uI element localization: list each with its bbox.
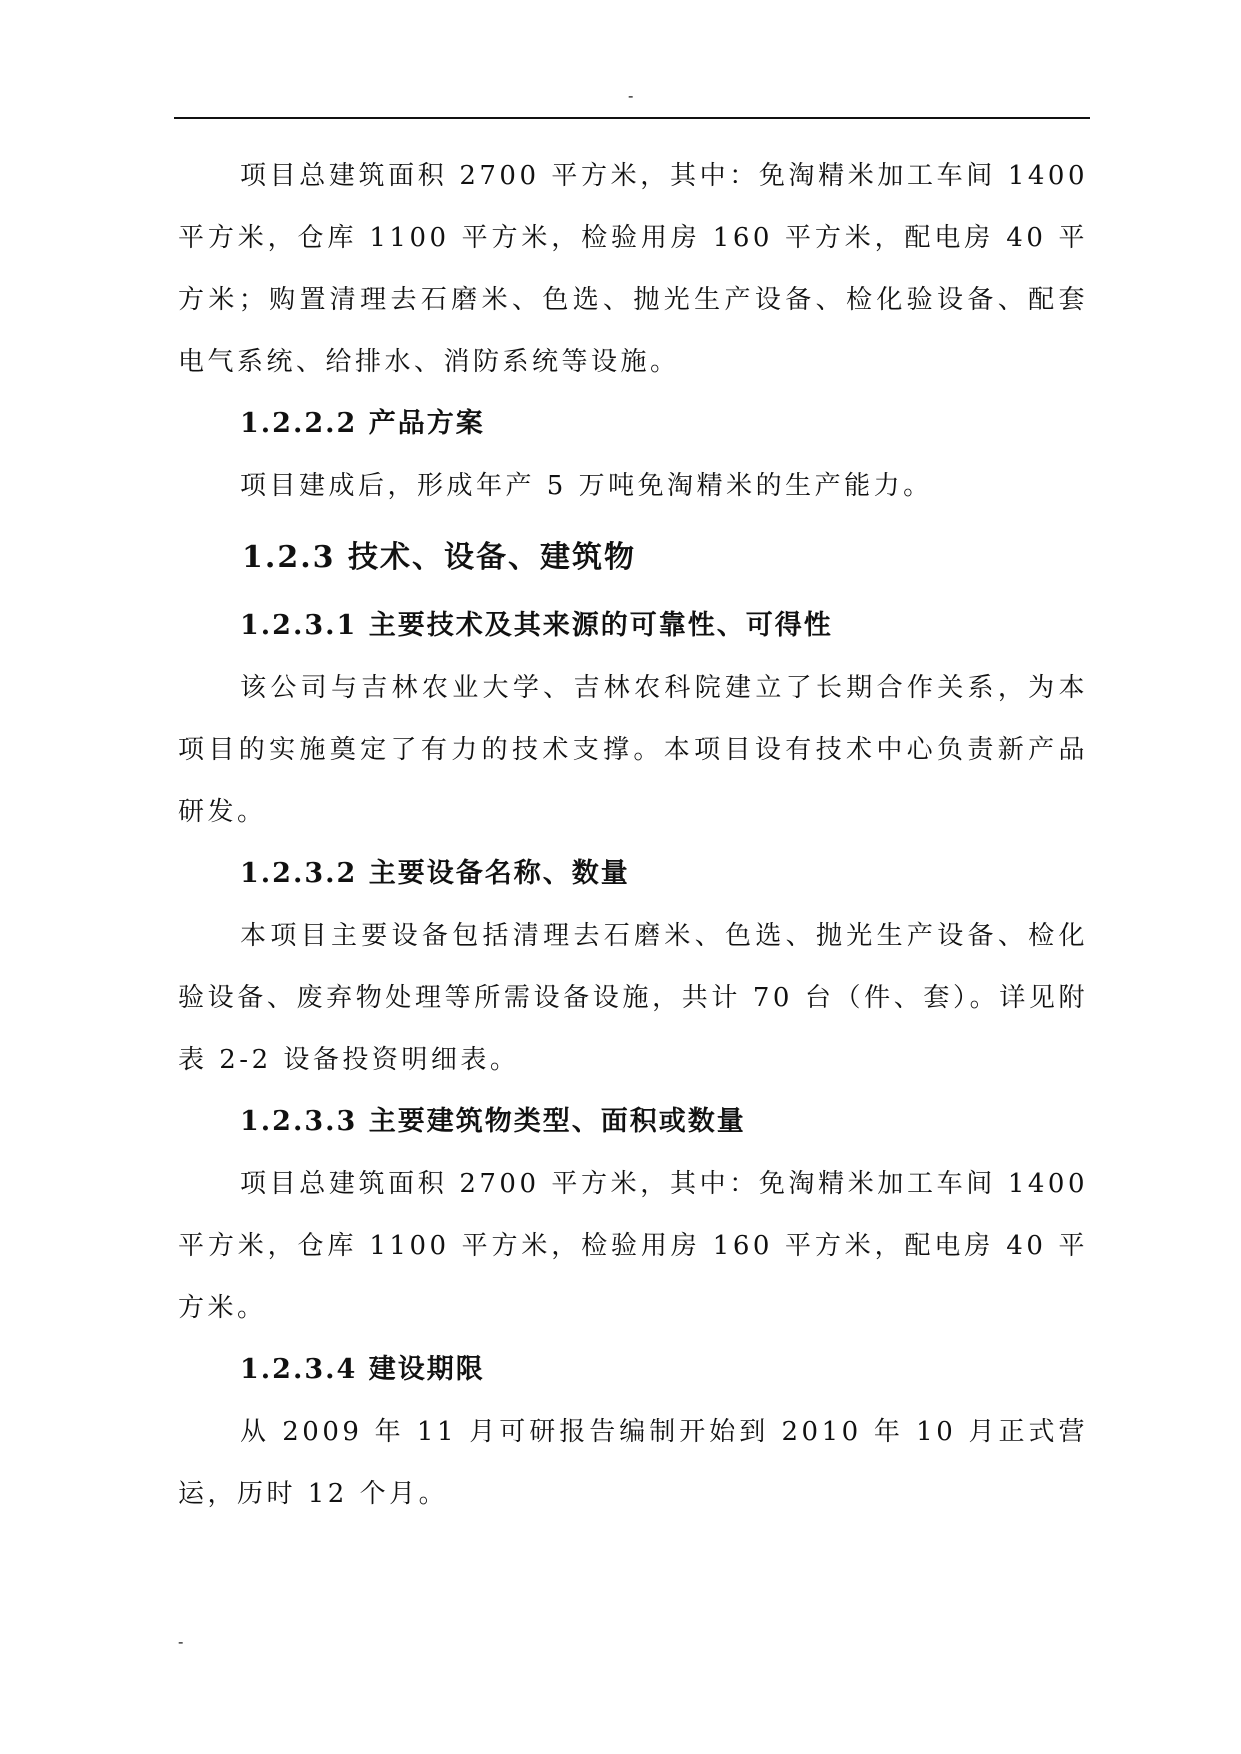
heading-1-2-3-1: 1.2.3.1 主要技术及其来源的可靠性、可得性 <box>240 610 833 641</box>
paragraph-building-area: 项目总建筑面积 2700 平方米，其中：免淘精米加工车间 1400 平方米，仓库 1100 平方米，检验用房 160 平方米，配电房 40 平方米；购置清理去石磨米、色选、抛光生产设备、检化验设备、配套电气系统、给排水、消防系统等设施。 <box>178 161 1088 377</box>
heading-1-2-3-2: 1.2.3.2 主要设备名称、数量 <box>240 858 630 889</box>
paragraph-equipment: 本项目主要设备包括清理去石磨米、色选、抛光生产设备、检化验设备、废弃物处理等所需设备设施，共计 70 台（件、套）。详见附表 2-2 设备投资明细表。 <box>178 921 1088 1075</box>
paragraph-construction-period: 从 2009 年 11 月可研报告编制开始到 2010 年 10 月正式营运，历时 12 个月。 <box>178 1417 1088 1509</box>
document-body <box>178 145 1088 1525</box>
heading-1-2-2-2: 1.2.2.2 产品方案 <box>240 408 485 439</box>
heading-1-2-3: 1.2.3 技术、设备、建筑物 <box>242 540 636 575</box>
header-mark: - <box>628 86 634 105</box>
paragraph-buildings: 项目总建筑面积 2700 平方米，其中：免淘精米加工车间 1400 平方米，仓库 1100 平方米，检验用房 160 平方米，配电房 40 平方米。 <box>178 1169 1088 1323</box>
header-rule <box>174 117 1090 119</box>
footer-mark: - <box>178 1632 184 1651</box>
paragraph-product-plan: 项目建成后，形成年产 5 万吨免淘精米的生产能力。 <box>240 471 933 501</box>
paragraph-technology: 该公司与吉林农业大学、吉林农科院建立了长期合作关系，为本项目的实施奠定了有力的技术支撑。本项目设有技术中心负责新产品研发。 <box>178 673 1088 827</box>
heading-1-2-3-3: 1.2.3.3 主要建筑物类型、面积或数量 <box>240 1106 746 1137</box>
heading-1-2-3-4: 1.2.3.4 建设期限 <box>240 1354 485 1385</box>
